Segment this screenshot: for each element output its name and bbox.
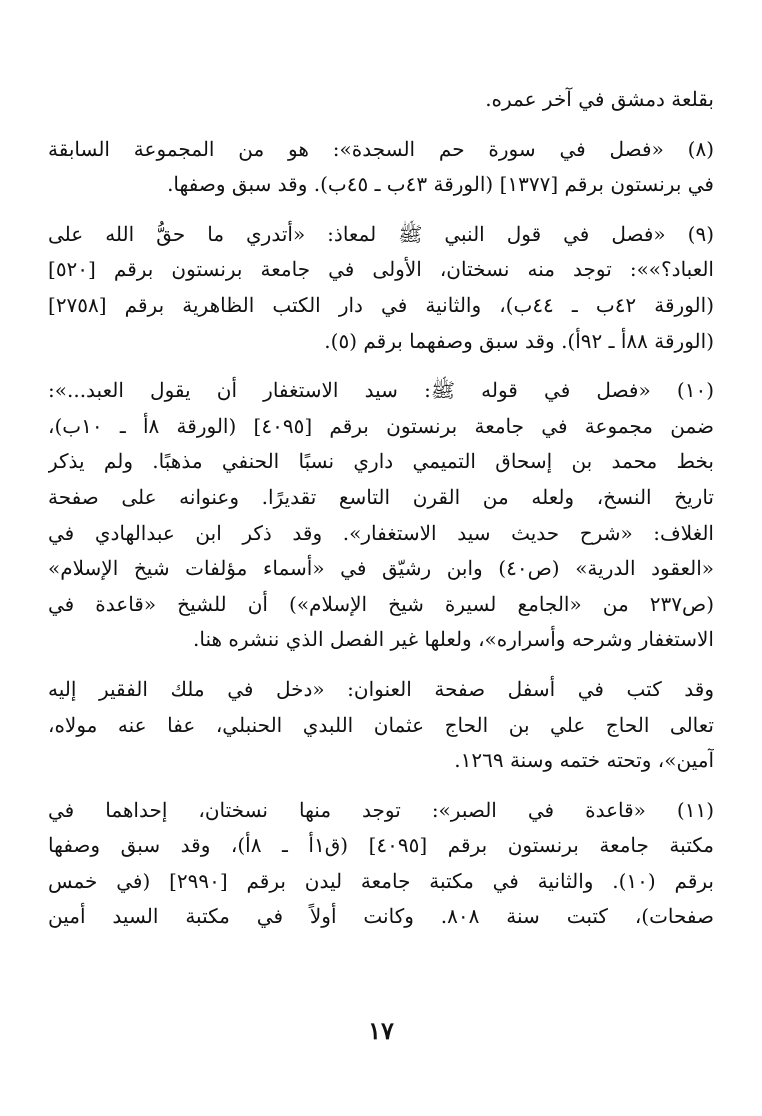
text-line: برقم (١٠). والثانية في مكتبة جامعة ليدن برقم [٢٩٩٠] (في خمس	[48, 868, 714, 893]
page-number: ١٧	[368, 1016, 394, 1045]
text-line: آمين»، وتحته ختمه وسنة ١٢٦٩.	[454, 748, 714, 773]
text-line: (١٠) «فصل في قوله ﷺ: سيد الاستغفار أن يقول العبد...»:	[48, 378, 714, 403]
text-line: «العقود الدرية» (ص٤٠) وابن رشيّق في «أسماء مؤلفات شيخ الإسلام»	[48, 556, 714, 581]
text-line: العباد؟»»: توجد منه نسختان، الأولى في جامعة برنستون برقم [٥٢٠]	[48, 257, 714, 282]
paragraph-item-10	[48, 373, 714, 658]
text-line: صفحات)، كتبت سنة ٨٠٨. وكانت أولاً في مكتبة السيد أمين	[48, 904, 714, 929]
text-line: ضمن مجموعة في جامعة برنستون برقم [٤٠٩٥] (الورقة ٨أ ـ ١٠ب)،	[48, 413, 714, 438]
paragraph-title-note	[48, 672, 714, 779]
text-line: بقلعة دمشق في آخر عمره.	[485, 87, 714, 111]
text-line: الغلاف: «شرح حديث سيد الاستغفار». وقد ذكر ابن عبدالهادي في	[48, 520, 714, 545]
text-line: (ص٢٣٧ من «الجامع لسيرة شيخ الإسلام») أن للشيخ «قاعدة في	[48, 591, 714, 616]
text-line: في برنستون برقم [١٣٧٧] (الورقة ٤٣ب ـ ٤٥ب). وقد سبق وصفها.	[167, 172, 714, 197]
paragraph-item-9	[48, 217, 714, 359]
text-line: (٨) «فصل في سورة حم السجدة»: هو من المجموعة السابقة	[48, 136, 714, 161]
text-line: وقد كتب في أسفل صفحة العنوان: «دخل في ملك الفقير إليه	[48, 676, 714, 701]
text-line: مكتبة جامعة برنستون برقم [٤٠٩٥] (ق١أ ـ ٨أ)، وقد سبق وصفها	[48, 833, 714, 858]
paragraph-item-8	[48, 132, 714, 203]
text-line: تعالى الحاج علي بن الحاج عثمان اللبدي الحنبلي، عفا عنه مولاه،	[48, 712, 714, 737]
paragraph-item-11	[48, 793, 714, 935]
text-line: الاستغفار وشرحه وأسراره»، ولعلها غير الفصل الذي ننشره هنا.	[193, 627, 714, 652]
text-line: تاريخ النسخ، ولعله من القرن التاسع تقديرًا. وعنوانه على صفحة	[48, 484, 714, 509]
text-line: (الورقة ٤٢ب ـ ٤٤ب)، والثانية في دار الكتب الظاهرية برقم [٢٧٥٨]	[48, 292, 714, 317]
text-line: بخط محمد بن إسحاق التميمي داري نسبًا الحنفي مذهبًا. ولم يذكر	[48, 449, 714, 474]
page-body	[48, 82, 714, 935]
text-line: (الورقة ٨٨أ ـ ٩٢أ). وقد سبق وصفهما برقم (٥).	[324, 328, 714, 353]
paragraph-tail	[48, 82, 714, 118]
text-line: (٩) «فصل في قول النبي ﷺ لمعاذ: «أتدري ما حقُّ الله على	[48, 221, 714, 246]
text-line: (١١) «قاعدة في الصبر»: توجد منها نسختان، إحداهما في	[48, 797, 714, 822]
